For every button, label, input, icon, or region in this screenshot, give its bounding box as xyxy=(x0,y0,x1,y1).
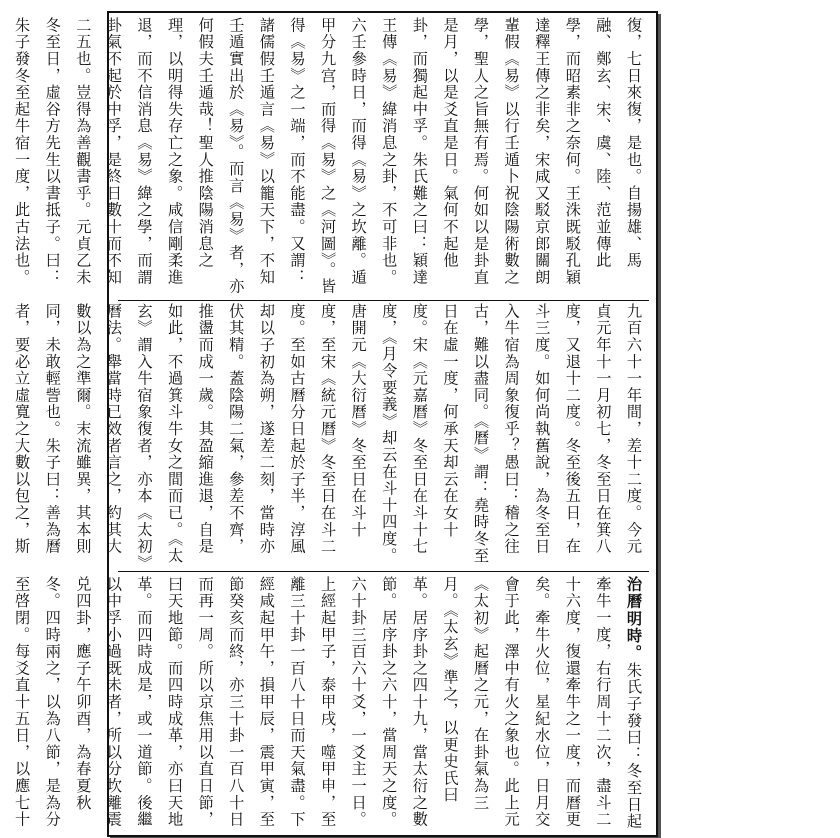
section-heading: 治曆明時。 xyxy=(625,576,643,662)
vertical-text-column-group xyxy=(0,576,649,830)
body-text: 復，七日來復，是也。自揚雄、馬融、鄭玄、宋、虞、陸、范並傳此學，而昭素非之奈何。王洙既駁孔穎達釋王傳之非矣，宋咸又駁京郎關朗輩假《易》以行壬遁卜祝陰陽術數之學，聖人之旨無有焉。何如以是卦直是月，以是爻直是日。氣何不起他卦，而獨起中孚。朱氏難之曰：穎達王傳《易》緯消息之卦，不可非也。六壬參時日，而得《易》之坎離。遁甲分九宫，而得《易》之《河圖》。皆得《易》之一端，而不能盡。又謂：諸儒假壬遁言《易》以籠天下，不知壬遁實出於《易》。而言《易》者，亦何假夫壬遁哉！聖人推陰陽消息之理，以明得失存亡之象。咸信剛柔進退，而不信消息《易》緯之學，而謂卦氣不起於中孚，是終日數十而不知二五也。豈得為善觀書乎。元貞乙未冬至日，虛谷方先生以書抵子。曰：朱子發冬至起牛宿一度，此古法也。 xyxy=(13,17,643,295)
page-shadow xyxy=(658,14,661,838)
section-divider xyxy=(118,571,649,572)
text-block-middle xyxy=(13,303,649,567)
section-divider xyxy=(118,300,649,301)
body-text: 朱氏子發曰：冬至日起牽牛一度，右行周十二次，盡斗二十六度，復還牽牛之一度，而曆更矣。牽牛火位，星紀水位，日月交會于此，澤中有火之象也。此上元《太初》起曆之元，在卦氣為三月。《太玄》準之，以更史氏曰革。居序卦之四十九，當太衍之數節。居序卦之六十，當周天之度。六十卦三百六十爻，一爻主一日。上經起甲子，泰甲戌，噬甲申，至離三十卦一百八十日而天氣盡。下經咸起甲午，損甲辰，震甲寅，至節癸亥而終，亦三十卦一百八十日而再一周。所以京焦用以直日節，曰天地節。而四時成革，亦曰天地革。而四時成是，或一道節。後繼以中孚小過既未者，所以分坎離震兑四卦，應子午卯酉，為春夏秋冬。四時兩之，以為八節，是為分至啓閉。每爻直十五日，以應七十 xyxy=(13,576,643,830)
text-block-top xyxy=(13,17,649,298)
vertical-text-column-group xyxy=(0,17,649,298)
vertical-text-column-group xyxy=(0,303,649,567)
text-block-bottom xyxy=(13,576,649,830)
body-text: 九百六十一年間，差十二度。今元貞元年十一月初七，冬至日在箕八度，又退十二度。冬至後五日，在斗三度。如何尚執舊說，為冬至日入牛宿為周象復乎？愚曰：稽之往古，難以盡同。《曆》謂：堯時冬至日在虛一度，何承天却云在女十度。宋《元嘉曆》冬至日在斗十七度，《月令要義》却云在斗十四度。唐開元《大衍曆》冬至日在斗十度，至宋《統元曆》冬至日在斗二度。至如古曆分日起於子半，淳風却以子初為朔，遂差二刻，當時亦伏其精。蓋陰陽二氣，參差不齊，推盪而成一歲。其盈縮進退，自是如此，不過箕斗牛女之間而已。《太玄》謂入牛宿象復者，亦本《太初》曆法。舉當時已效者言之，約其大數以為之準爾。末流雖異，其本則同，未敢輕訾也。朱子曰：善為曆者，要必立虛寬之大數以包之，斯 xyxy=(13,303,643,565)
document-page xyxy=(13,11,658,837)
